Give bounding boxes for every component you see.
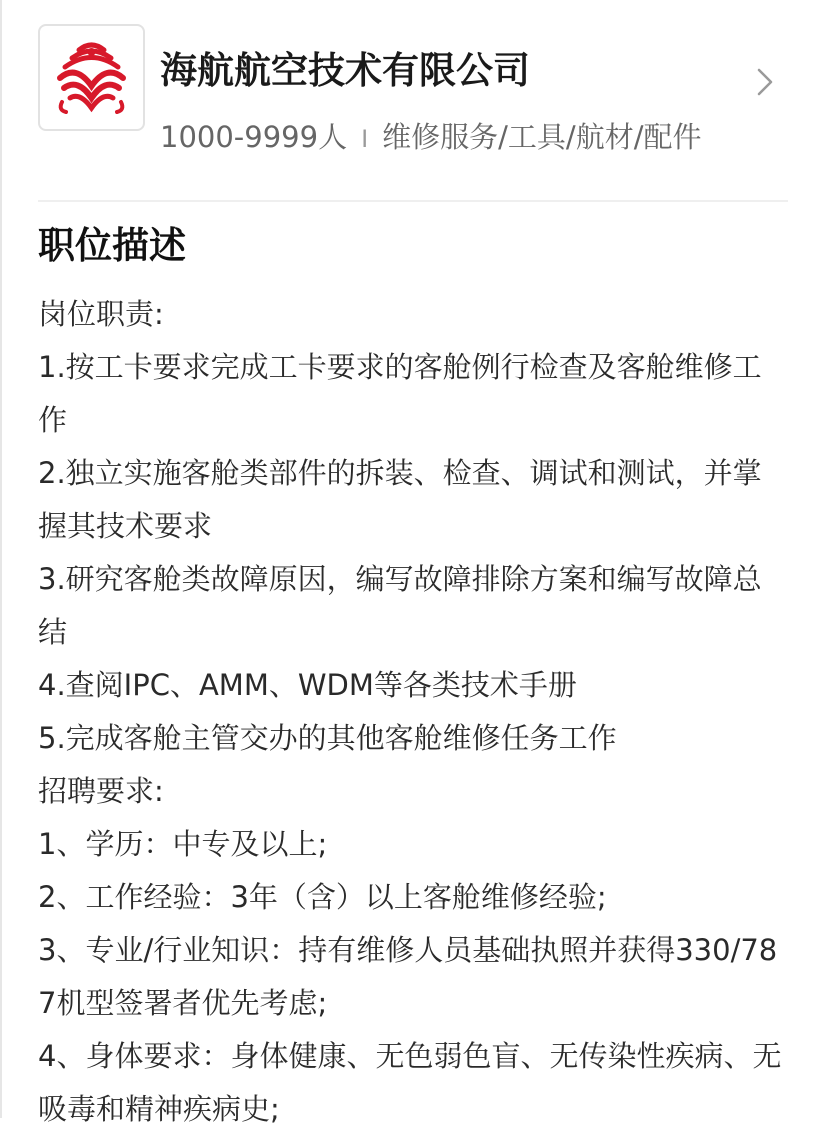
- description-line: 4.查阅IPC、AMM、WDM等各类技术手册: [38, 668, 577, 702]
- hna-logo-icon: [50, 36, 133, 119]
- section-title: 职位描述: [38, 224, 186, 267]
- description-line: 3、专业/行业知识：持有维修人员基础执照并获得330/787机型签署者优先考虑;: [38, 933, 778, 1020]
- company-name: 海航航空技术有限公司: [160, 49, 530, 92]
- description-line: 1.按工卡要求完成工卡要求的客舱例行检查及客舱维修工作: [38, 350, 762, 437]
- description-line: 2、工作经验：3年（含）以上客舱维修经验;: [38, 880, 607, 914]
- company-card[interactable]: [38, 24, 788, 184]
- company-size: 1000-9999人: [160, 120, 348, 154]
- section-divider: [38, 200, 788, 202]
- description-line: 3.研究客舱类故障原因，编写故障排除方案和编写故障总结: [38, 562, 762, 649]
- description-line: 招聘要求:: [38, 774, 164, 808]
- meta-separator: I: [361, 125, 369, 153]
- description-line: 岗位职责:: [38, 297, 164, 331]
- job-description: [38, 288, 783, 1136]
- description-line: 1、学历：中专及以上;: [38, 827, 328, 861]
- description-line: 2.独立实施客舱类部件的拆装、检查、调试和测试，并掌握其技术要求: [38, 456, 762, 543]
- company-industry: 维修服务/工具/航材/配件: [382, 120, 702, 154]
- description-line: 4、身体要求：身体健康、无色弱色盲、无传染性疾病、无吸毒和精神疾病史;: [38, 1039, 782, 1126]
- company-logo: [38, 24, 145, 131]
- left-edge-border: [0, 0, 2, 1118]
- company-meta: [160, 120, 720, 156]
- description-line: 5.完成客舱主管交办的其他客舱维修任务工作: [38, 721, 617, 755]
- chevron-right-icon[interactable]: [750, 62, 780, 102]
